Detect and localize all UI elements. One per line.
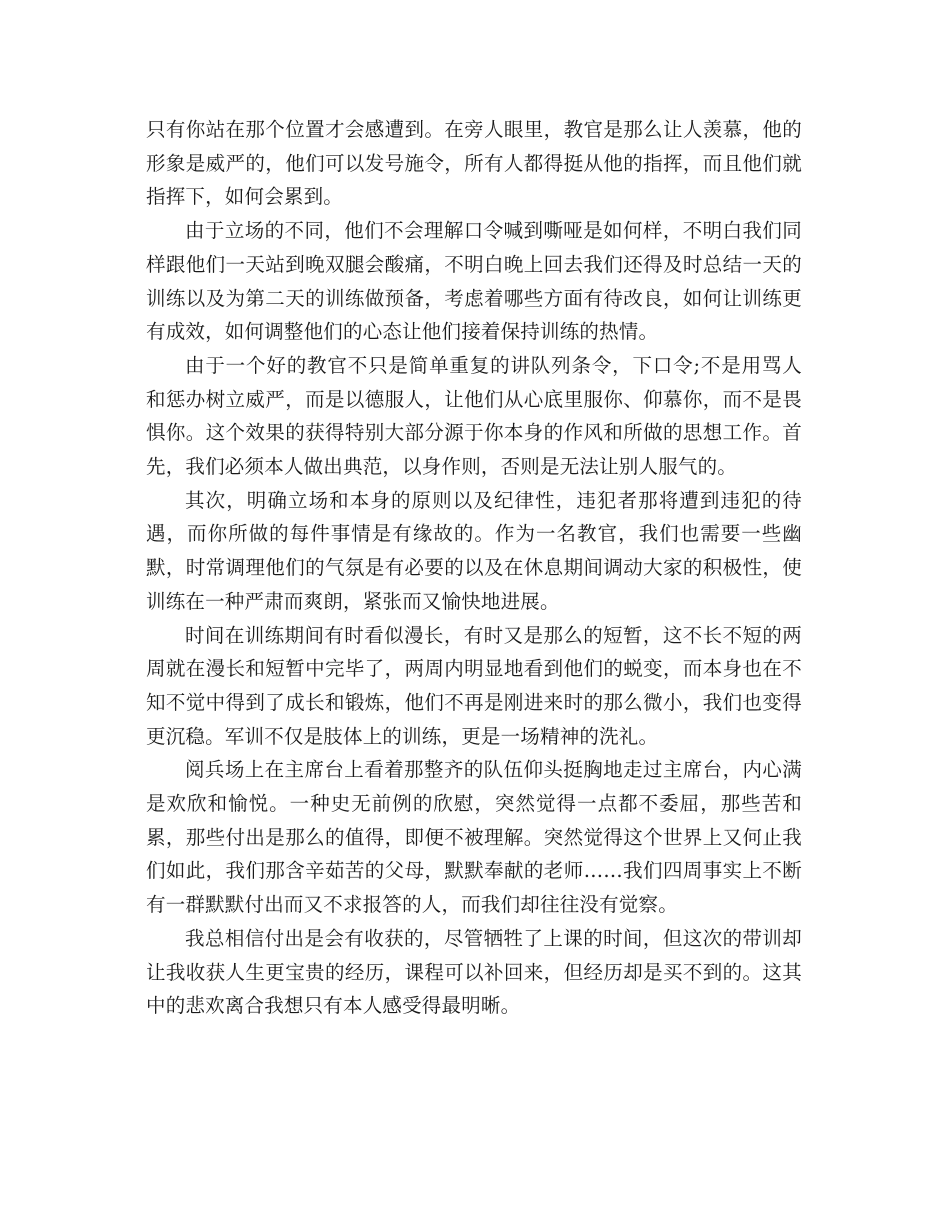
paragraph-4: 其次，明确立场和本身的原则以及纪律性，违犯者那将遭到违犯的待遇，而你所做的每件事情是有缘故的。作为一名教官，我们也需要一些幽默，时常调理他们的气氛是有必要的以及在休息期间调动大家的积极性，使训练在一种严肃而爽朗，紧张而又愉快地进展。 — [146, 488, 802, 613]
paragraph-5: 时间在训练期间有时看似漫长，有时又是那么的短暂，这不长不短的两周就在漫长和短暂中完毕了，两周内明显地看到他们的蜕变，而本身也在不知不觉中得到了成长和锻炼，他们不再是刚进来时的那么微小，我们也变得更沉稳。军训不仅是肢体上的训练，更是一场精神的洗礼。 — [146, 623, 802, 748]
paragraph-2: 由于立场的不同，他们不会理解口令喊到嘶哑是如何样，不明白我们同样跟他们一天站到晚双腿会酸痛，不明白晚上回去我们还得及时总结一天的训练以及为第二天的训练做预备，考虑着哪些方面有待改良，如何让训练更有成效，如何调整他们的心态让他们接着保持训练的热情。 — [146, 219, 802, 344]
paragraph-1: 只有你站在那个位置才会感遭到。在旁人眼里，教官是那么让人羡慕，他的形象是威严的，他们可以发号施令，所有人都得挺从他的指挥，而且他们就指挥下，如何会累到。 — [146, 118, 802, 209]
paragraph-7: 我总相信付出是会有收获的，尽管牺牲了上课的时间，但这次的带训却让我收获人生更宝贵的经历，课程可以补回来，但经历却是买不到的。这其中的悲欢离合我想只有本人感受得最明晰。 — [146, 926, 802, 1018]
document-body — [146, 113, 802, 1023]
paragraph-6: 阅兵场上在主席台上看着那整齐的队伍仰头挺胸地走过主席台，内心满是欢欣和愉悦。一种史无前例的欣慰，突然觉得一点都不委屈，那些苦和累，那些付出是那么的值得，即便不被理解。突然觉得这个世界上又何止我们如此，我们那含辛茹苦的父母，默默奉献的老师……我们四周事实上不断有一群默默付出而又不求报答的人，而我们却往往没有觉察。 — [146, 758, 802, 917]
paragraph-3: 由于一个好的教官不只是简单重复的讲队列条令，下口令;不是用骂人和惩办树立威严，而是以德服人，让他们从心底里服你、仰慕你，而不是畏惧你。这个效果的获得特别大部分源于你本身的作风和所做的思想工作。首先，我们必须本人做出典范，以身作则，否则是无法让别人服气的。 — [146, 353, 802, 479]
